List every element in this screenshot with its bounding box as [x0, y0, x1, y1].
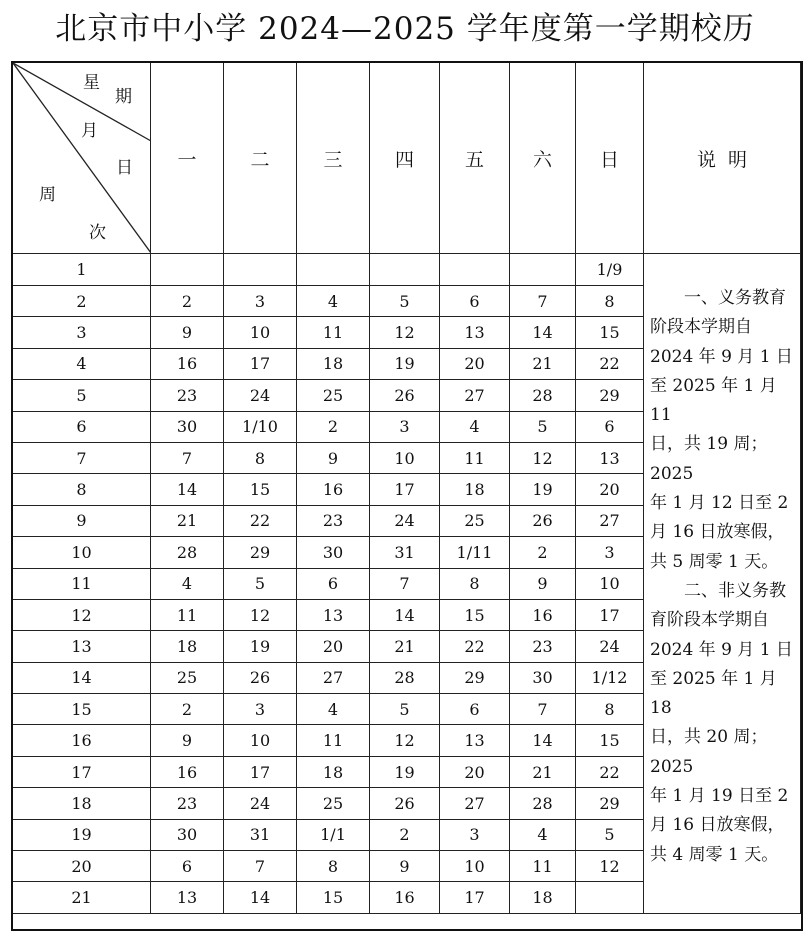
date-cell: 19 [370, 756, 440, 787]
date-cell: 1/12 [576, 662, 644, 693]
week-number-cell: 12 [13, 599, 151, 630]
date-cell: 12 [370, 317, 440, 348]
date-cell: 2 [151, 286, 224, 317]
date-cell: 23 [151, 380, 224, 411]
date-cell: 17 [576, 599, 644, 630]
date-cell: 17 [370, 474, 440, 505]
date-cell: 28 [510, 788, 576, 819]
date-cell: 2 [297, 411, 370, 442]
date-cell: 10 [224, 317, 297, 348]
date-cell: 23 [510, 631, 576, 662]
date-cell: 5 [370, 694, 440, 725]
date-cell: 12 [370, 725, 440, 756]
date-cell: 3 [576, 537, 644, 568]
date-cell: 24 [224, 788, 297, 819]
date-cell: 24 [370, 505, 440, 536]
date-cell: 28 [510, 380, 576, 411]
date-cell: 29 [224, 537, 297, 568]
date-cell: 4 [297, 286, 370, 317]
date-cell: 18 [151, 631, 224, 662]
date-cell: 14 [370, 599, 440, 630]
date-cell: 2 [151, 694, 224, 725]
date-cell: 26 [370, 380, 440, 411]
date-cell: 21 [370, 631, 440, 662]
date-cell: 9 [297, 442, 370, 473]
date-cell: 1/9 [576, 254, 644, 286]
week-number-cell: 8 [13, 474, 151, 505]
date-cell: 27 [576, 505, 644, 536]
date-cell: 16 [370, 882, 440, 913]
date-cell: 8 [297, 851, 370, 882]
week-number-cell: 19 [13, 819, 151, 850]
week-number-cell: 11 [13, 568, 151, 599]
date-cell: 17 [224, 756, 297, 787]
date-cell: 6 [151, 851, 224, 882]
date-cell: 5 [370, 286, 440, 317]
date-cell: 19 [224, 631, 297, 662]
page-title: 北京市中小学 2024—2025 学年度第一学期校历 [55, 11, 755, 47]
date-cell: 15 [576, 725, 644, 756]
date-cell: 30 [151, 411, 224, 442]
date-cell: 4 [440, 411, 510, 442]
note-cell: 一、义务教育 阶段本学期自 2024 年 9 月 1 日 至 2025 年 1 月 11 日，共 19 周；2025 年 1 月 12 日至 2 月 16 日放寒假， 共 5 周零 1 天。 二、非义务教 育阶段本学期自 2024 年 9 月 1 日 至 2025 年 1 月 18 日，共 20 周；2025 年 1 月 19 日至 2 月 16 日放寒假， 共 4 周零 1 天。 [644, 254, 801, 914]
week-number-cell: 6 [13, 411, 151, 442]
date-cell [440, 254, 510, 286]
date-cell: 15 [297, 882, 370, 913]
date-cell: 1/1 [297, 819, 370, 850]
date-cell: 21 [151, 505, 224, 536]
date-cell: 16 [151, 756, 224, 787]
date-cell: 5 [576, 819, 644, 850]
date-cell: 10 [576, 568, 644, 599]
date-cell: 26 [224, 662, 297, 693]
date-cell: 12 [224, 599, 297, 630]
weekday-header-tue: 二 [224, 63, 297, 254]
date-cell: 29 [576, 788, 644, 819]
table-row [13, 254, 801, 286]
weekday-header-thu: 四 [370, 63, 440, 254]
date-cell: 16 [297, 474, 370, 505]
date-cell: 8 [576, 286, 644, 317]
week-number-cell: 15 [13, 694, 151, 725]
date-cell: 22 [576, 756, 644, 787]
date-cell: 9 [151, 725, 224, 756]
corner-label-qi: 期 [115, 87, 132, 107]
school-calendar-table [12, 62, 801, 914]
date-cell: 10 [440, 851, 510, 882]
date-cell: 20 [297, 631, 370, 662]
date-cell: 26 [510, 505, 576, 536]
date-cell: 7 [224, 851, 297, 882]
date-cell: 30 [151, 819, 224, 850]
date-cell: 16 [151, 348, 224, 379]
date-cell: 8 [224, 442, 297, 473]
date-cell: 6 [576, 411, 644, 442]
header-corner-cell [13, 63, 151, 254]
date-cell: 8 [576, 694, 644, 725]
date-cell: 7 [370, 568, 440, 599]
date-cell: 31 [370, 537, 440, 568]
date-cell: 27 [297, 662, 370, 693]
date-cell: 23 [297, 505, 370, 536]
date-cell: 30 [510, 662, 576, 693]
date-cell: 10 [224, 725, 297, 756]
corner-label-day: 日 [116, 158, 133, 178]
date-cell: 18 [510, 882, 576, 913]
date-cell: 3 [224, 286, 297, 317]
date-cell [297, 254, 370, 286]
date-cell: 25 [297, 788, 370, 819]
date-cell: 7 [510, 286, 576, 317]
date-cell: 13 [297, 599, 370, 630]
date-cell: 10 [370, 442, 440, 473]
date-cell: 24 [576, 631, 644, 662]
date-cell: 25 [151, 662, 224, 693]
date-cell [576, 882, 644, 913]
corner-label-zhou: 周 [39, 185, 56, 205]
date-cell: 18 [297, 348, 370, 379]
date-cell: 8 [440, 568, 510, 599]
week-number-cell: 9 [13, 505, 151, 536]
week-number-cell: 13 [13, 631, 151, 662]
week-number-cell: 16 [13, 725, 151, 756]
date-cell: 29 [576, 380, 644, 411]
weekday-header-fri: 五 [440, 63, 510, 254]
date-cell: 12 [510, 442, 576, 473]
date-cell: 9 [370, 851, 440, 882]
date-cell: 29 [440, 662, 510, 693]
date-cell: 9 [510, 568, 576, 599]
date-cell: 5 [510, 411, 576, 442]
date-cell: 18 [440, 474, 510, 505]
date-cell: 11 [297, 725, 370, 756]
date-cell: 3 [224, 694, 297, 725]
date-cell: 13 [440, 317, 510, 348]
date-cell: 2 [510, 537, 576, 568]
date-cell: 6 [440, 286, 510, 317]
date-cell: 11 [297, 317, 370, 348]
corner-label-ci: 次 [89, 223, 106, 243]
date-cell: 7 [151, 442, 224, 473]
date-cell: 20 [440, 348, 510, 379]
date-cell [224, 254, 297, 286]
date-cell: 14 [510, 317, 576, 348]
date-cell: 6 [440, 694, 510, 725]
week-number-cell: 21 [13, 882, 151, 913]
date-cell: 3 [440, 819, 510, 850]
weekday-header-sat: 六 [510, 63, 576, 254]
date-cell: 22 [440, 631, 510, 662]
week-number-cell: 18 [13, 788, 151, 819]
date-cell: 13 [440, 725, 510, 756]
date-cell: 12 [576, 851, 644, 882]
date-cell: 19 [510, 474, 576, 505]
date-cell: 21 [510, 348, 576, 379]
date-cell: 9 [151, 317, 224, 348]
date-cell: 23 [151, 788, 224, 819]
date-cell: 19 [370, 348, 440, 379]
date-cell: 17 [440, 882, 510, 913]
date-cell: 22 [224, 505, 297, 536]
date-cell: 25 [440, 505, 510, 536]
date-cell: 3 [370, 411, 440, 442]
date-cell: 2 [370, 819, 440, 850]
date-cell: 13 [151, 882, 224, 913]
date-cell: 30 [297, 537, 370, 568]
date-cell: 17 [224, 348, 297, 379]
date-cell [510, 254, 576, 286]
week-number-cell: 20 [13, 851, 151, 882]
corner-label-month: 月 [81, 121, 98, 141]
week-number-cell: 1 [13, 254, 151, 286]
date-cell: 18 [297, 756, 370, 787]
date-cell: 11 [440, 442, 510, 473]
date-cell: 14 [224, 882, 297, 913]
date-cell: 20 [576, 474, 644, 505]
date-cell: 6 [297, 568, 370, 599]
header-row [13, 63, 801, 254]
date-cell: 22 [576, 348, 644, 379]
week-number-cell: 17 [13, 756, 151, 787]
date-cell: 20 [440, 756, 510, 787]
week-number-cell: 5 [13, 380, 151, 411]
date-cell: 7 [510, 694, 576, 725]
note-header: 说 明 [644, 63, 801, 254]
date-cell: 31 [224, 819, 297, 850]
date-cell: 4 [510, 819, 576, 850]
week-number-cell: 10 [13, 537, 151, 568]
weekday-header-wed: 三 [297, 63, 370, 254]
week-number-cell: 14 [13, 662, 151, 693]
date-cell: 15 [440, 599, 510, 630]
week-number-cell: 4 [13, 348, 151, 379]
date-cell: 14 [151, 474, 224, 505]
date-cell: 27 [440, 380, 510, 411]
weekday-header-sun: 日 [576, 63, 644, 254]
date-cell: 25 [297, 380, 370, 411]
week-number-cell: 3 [13, 317, 151, 348]
date-cell: 11 [510, 851, 576, 882]
date-cell: 13 [576, 442, 644, 473]
date-cell: 27 [440, 788, 510, 819]
date-cell: 14 [510, 725, 576, 756]
date-cell: 11 [151, 599, 224, 630]
date-cell: 16 [510, 599, 576, 630]
date-cell: 5 [224, 568, 297, 599]
corner-label-xing: 星 [83, 73, 100, 93]
date-cell: 28 [151, 537, 224, 568]
date-cell: 15 [224, 474, 297, 505]
week-number-cell: 7 [13, 442, 151, 473]
weekday-header-mon: 一 [151, 63, 224, 254]
date-cell: 15 [576, 317, 644, 348]
date-cell: 1/11 [440, 537, 510, 568]
date-cell: 24 [224, 380, 297, 411]
date-cell: 4 [297, 694, 370, 725]
date-cell: 4 [151, 568, 224, 599]
date-cell: 21 [510, 756, 576, 787]
date-cell: 1/10 [224, 411, 297, 442]
date-cell: 26 [370, 788, 440, 819]
date-cell: 28 [370, 662, 440, 693]
date-cell [370, 254, 440, 286]
week-number-cell: 2 [13, 286, 151, 317]
date-cell [151, 254, 224, 286]
